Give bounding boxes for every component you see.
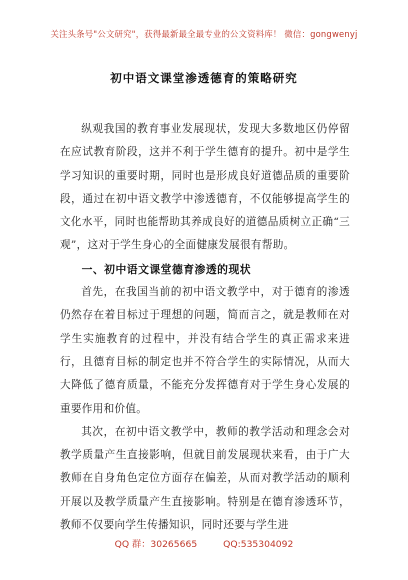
footer-qq: QQ:535304092 [223,539,294,550]
document-title: 初中语文课堂渗透德育的策略研究 [110,71,298,85]
body-paragraph-2: 其次，在初中语文教学中，教师的教学活动和理念会对教学质量产生直接影响，但就目前发展现状来看，由于广大教师在自身角色定位方面存在偏差，从而对教学活动的顺利开展以及教学质量产生直接影响。特别是在德育渗透环节，教师不仅要向学生传播知识，同时还要与学生进 [60,425,350,532]
body-paragraph-1: 首先，在我国当前的初中语文教学中，对于德育的渗透仍然存在着目标过于理想的问题，简而言之，就是教师在对学生实施教育的过程中，并没有结合学生的真正需求来进行，且德育目标的制定也并不符合学生的实际情况，从而大大降低了德育质量，不能充分发挥德育对于学生身心发展的重要作用和价值。 [60,286,350,415]
footer-qq-group: QQ 群：30265665 [114,539,198,550]
header-promo-note: 关注头条号"公文研究"，获得最新最全最专业的公文资料库！ 微信：gongwenyj [50,29,358,39]
intro-paragraph: 纵观我国的教育事业发展现状，发现大多数地区仍停留在应试教育阶段，这并不利于学生德育的提升。初中是学生学习知识的重要时期，同时也是形成良好道德品质的重要阶段，通过在初中语文教学中渗透德育，不仅能够提高学生的文化水平，同时也能帮助其养成良好的道德品质树立正确“三观”，这对于学生身心的全面健康发展很有帮助。 [60,123,350,252]
document-body [60,118,350,537]
footer-contact [0,536,408,550]
section-heading-1: 一、初中语文课堂德育渗透的现状 [81,262,252,276]
